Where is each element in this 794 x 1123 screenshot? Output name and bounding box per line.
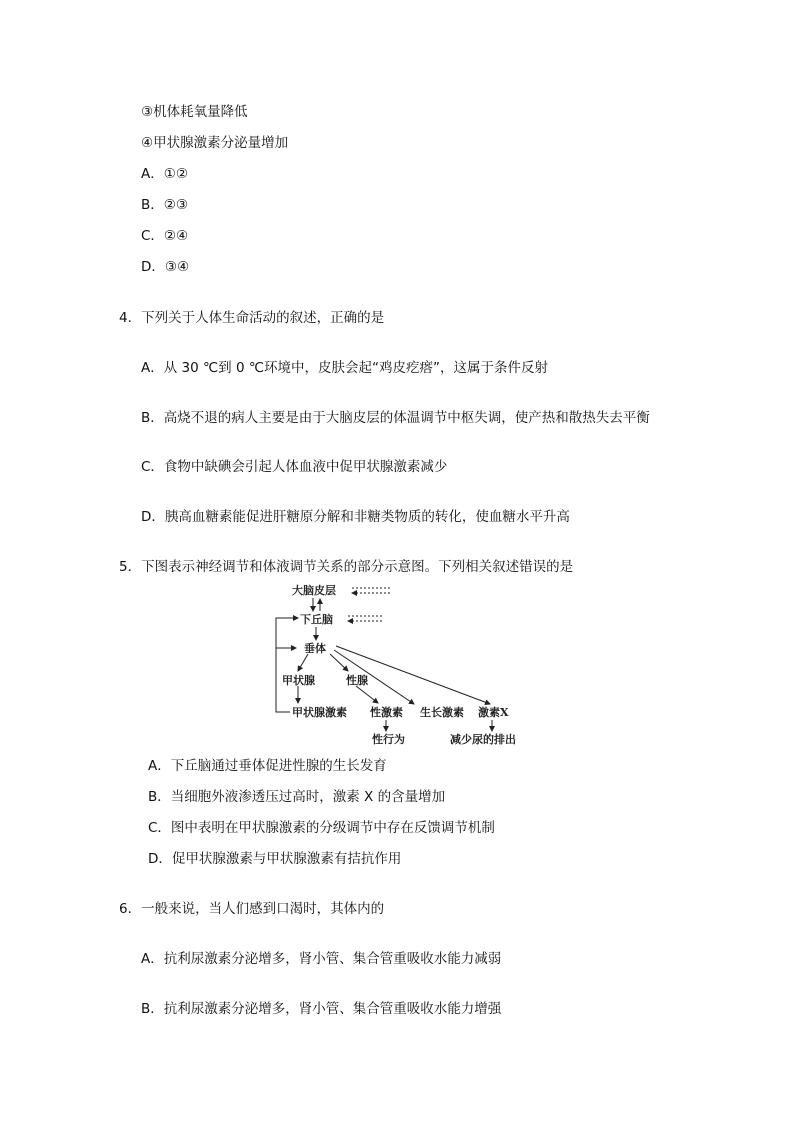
label-thyroid: 甲状腺 [282, 674, 315, 687]
q5-stem: 5．下图表示神经调节和体液调节关系的部分示意图。下列相关叙述错误的是 [119, 559, 574, 575]
q4-stem: 4．下列关于人体生命活动的叙述，正确的是 [119, 310, 385, 326]
q4-option-d: D．胰高血糖素能促进肝糖原分解和非糖类物质的转化，使血糖水平升高 [141, 509, 570, 525]
q3-option-b: B．②③ [141, 197, 188, 213]
q6-option-b: B．抗利尿激素分泌增多，肾小管、集合管重吸收水能力增强 [141, 1001, 502, 1017]
q3-option-d: D．③④ [141, 259, 190, 275]
label-pituitary: 垂体 [304, 642, 326, 655]
label-gonad: 性腺 [346, 674, 368, 687]
label-hypothalamus: 下丘脑 [300, 613, 333, 626]
regulation-diagram [268, 578, 530, 750]
q5-option-d: D．促甲状腺激素与甲状腺激素有拮抗作用 [148, 851, 402, 867]
q5-option-a: A．下丘脑通过垂体促进性腺的生长发育 [148, 758, 387, 774]
q4-option-b: B．高烧不退的病人主要是由于大脑皮层的体温调节中枢失调，使产热和散热失去平衡 [141, 410, 650, 426]
q5-option-c: C．图中表明在甲状腺激素的分级调节中存在反馈调节机制 [148, 820, 495, 836]
label-less-urine: 减少尿的排出 [450, 733, 516, 746]
q4-option-a: A．从 30 ℃到 0 ℃环境中，皮肤会起“鸡皮疙瘩”，这属于条件反射 [141, 360, 548, 376]
q3-option-a: A．①② [141, 166, 188, 182]
label-growth-hormone: 生长激素 [420, 706, 464, 719]
label-thyroid-hormone: 甲状腺激素 [292, 706, 347, 719]
label-hormone-x: 激素X [478, 706, 509, 719]
q5-option-b: B．当细胞外液渗透压过高时，激素 X 的含量增加 [148, 789, 446, 805]
diagram-arrows [268, 578, 530, 750]
label-cortex: 大脑皮层 [292, 584, 336, 597]
q3-item-3: ③机体耗氧量降低 [141, 104, 248, 120]
label-sex-hormone: 性激素 [370, 706, 403, 719]
q6-stem: 6．一般来说，当人们感到口渴时，其体内的 [119, 901, 385, 917]
q4-option-c: C．食物中缺碘会引起人体血液中促甲状腺激素减少 [141, 459, 448, 475]
q6-option-a: A．抗利尿激素分泌增多，肾小管、集合管重吸收水能力减弱 [141, 951, 502, 967]
q3-item-4: ④甲状腺激素分泌量增加 [141, 135, 289, 151]
label-sex-behavior: 性行为 [372, 733, 405, 746]
q3-option-c: C．②④ [141, 228, 189, 244]
